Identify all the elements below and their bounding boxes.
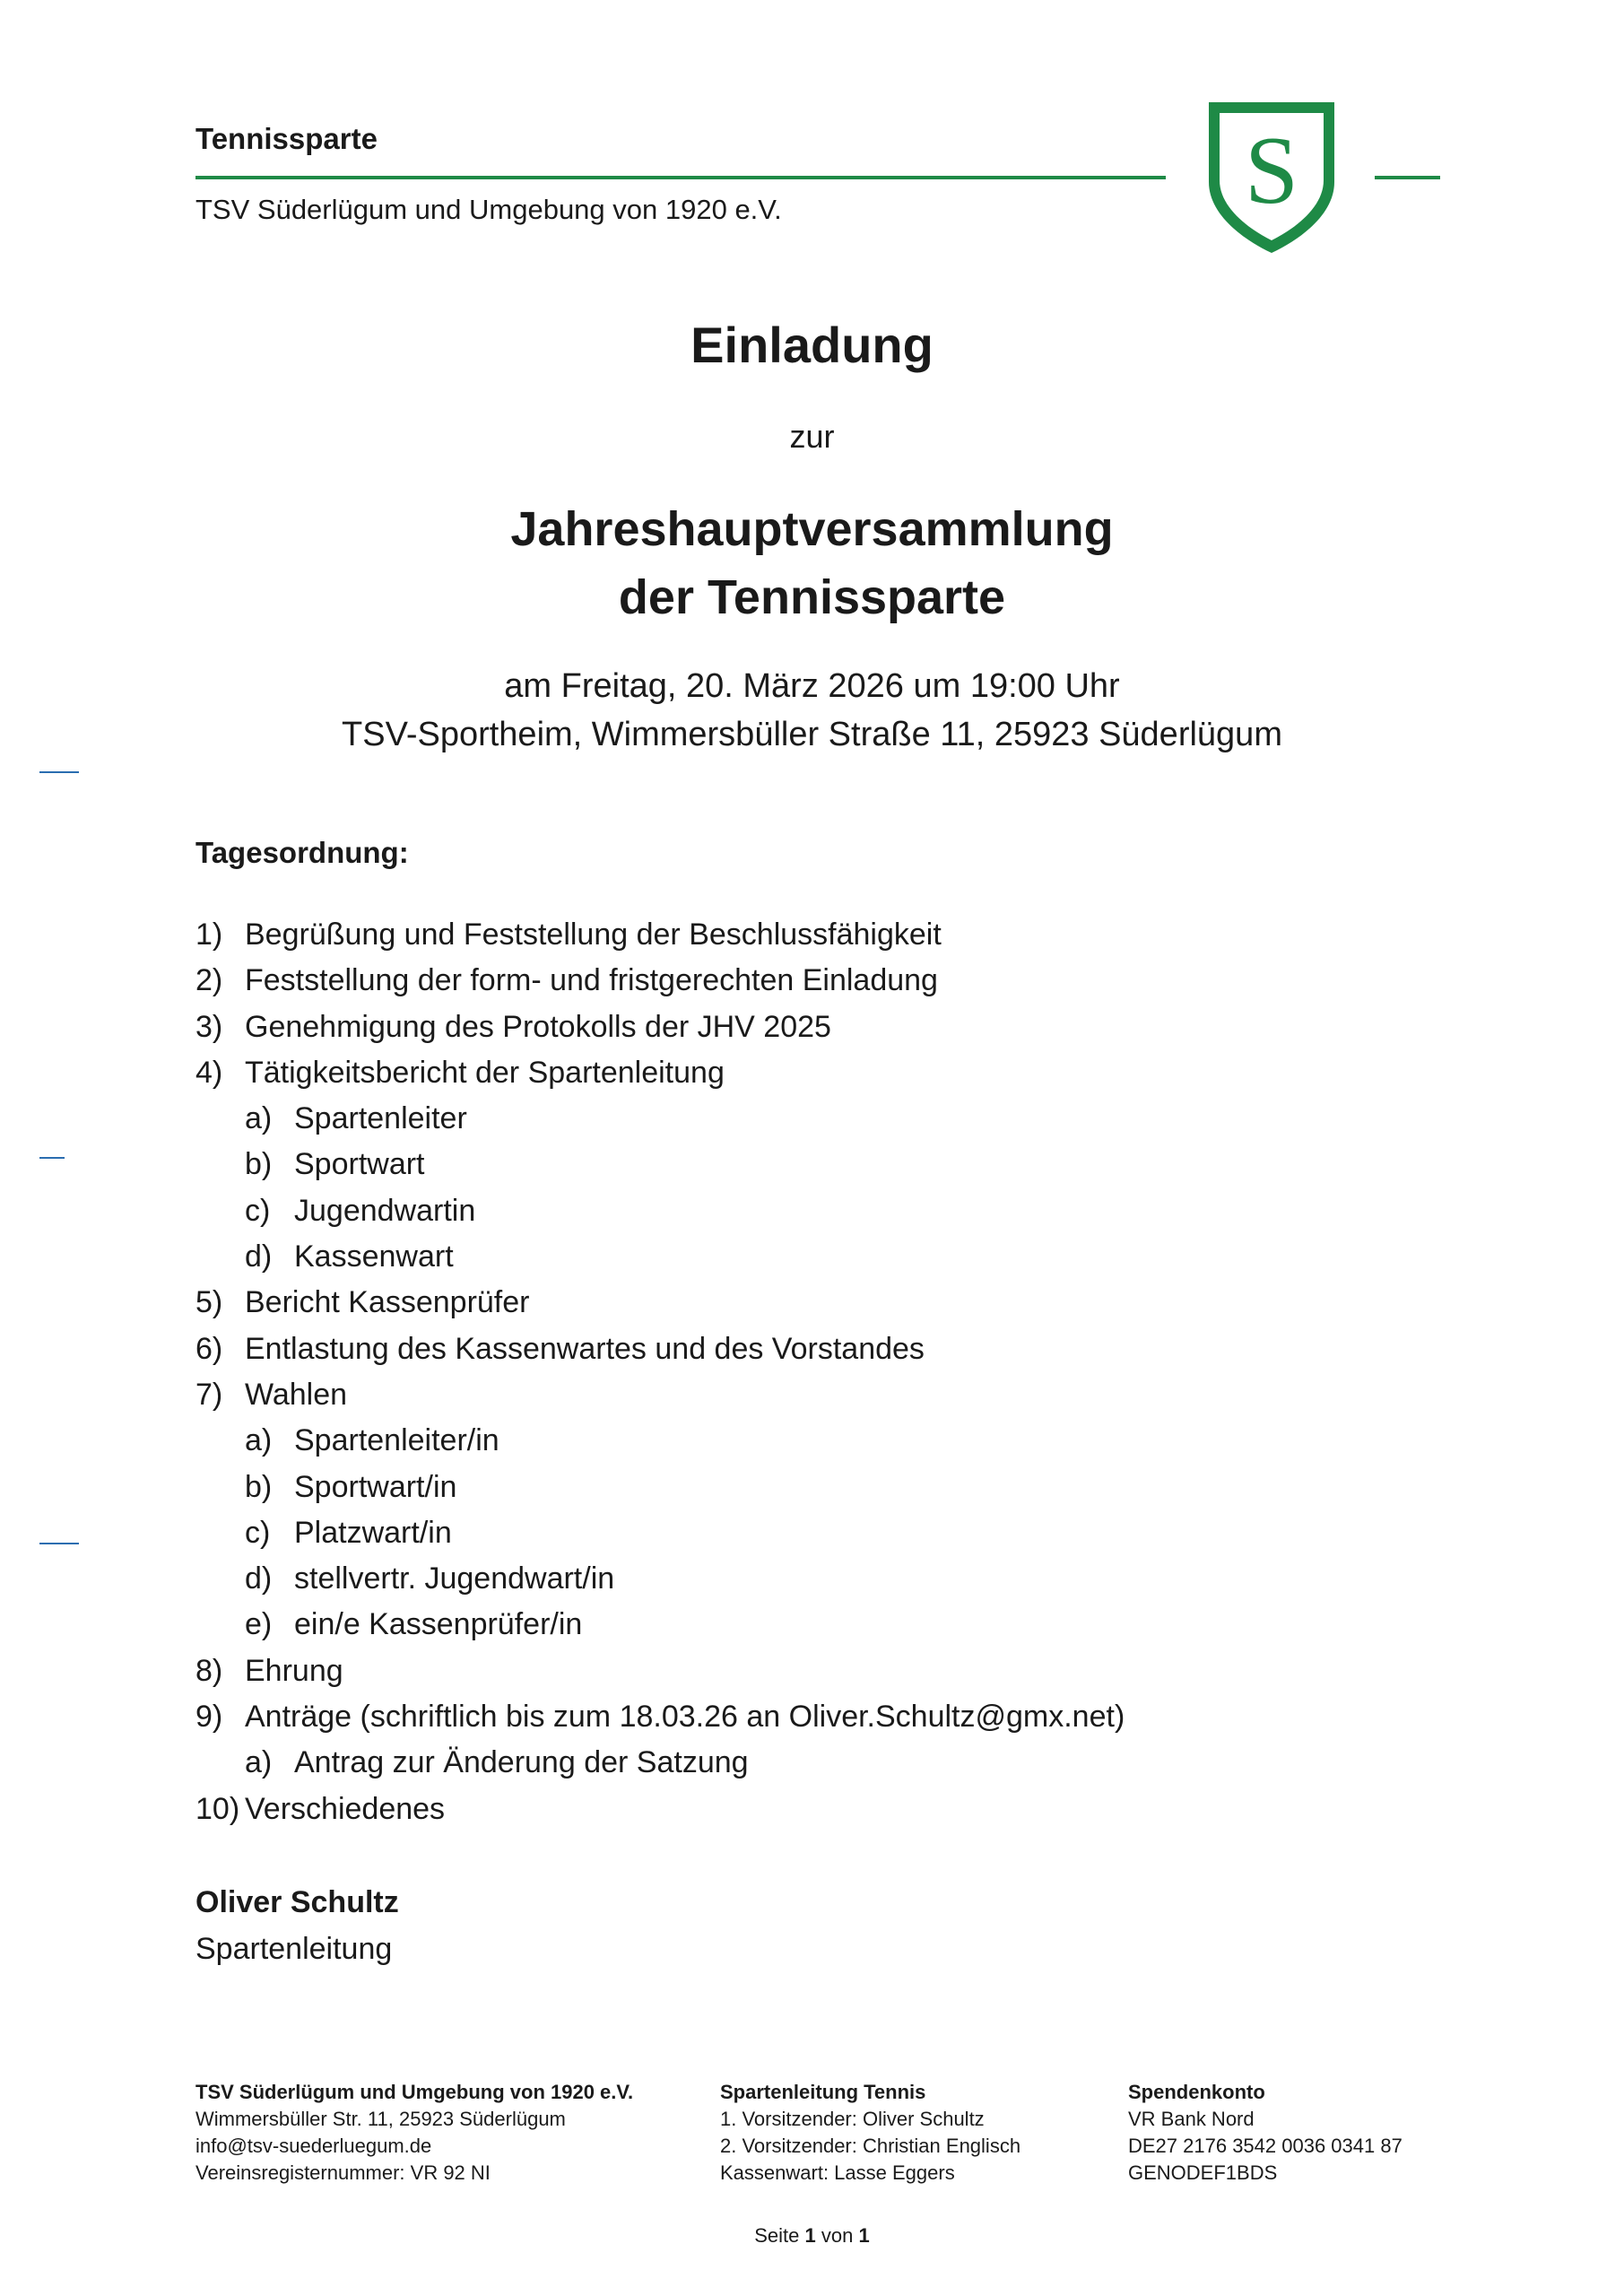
footer-club-address: Wimmersbüller Str. 11, 25923 Süderlügum (195, 2108, 566, 2130)
agenda-item-text: Sportwart/in (294, 1469, 457, 1504)
agenda-item-number: 4) (195, 1055, 223, 1090)
signature-role: Spartenleitung (195, 1932, 393, 1966)
page-current: 1 (804, 2224, 816, 2247)
agenda-item-text: ein/e Kassenprüfer/in (294, 1607, 583, 1642)
agenda-item-number: e) (245, 1607, 273, 1642)
agenda-item-number: c) (245, 1193, 271, 1228)
footer-chair2: 2. Vorsitzender: Christian Englisch (720, 2135, 1021, 2157)
agenda-item (195, 1372, 1451, 1418)
club-shield-logo (1202, 97, 1342, 258)
agenda-item-text: Spartenleiter (294, 1101, 467, 1136)
footer-donation (1128, 2079, 1403, 2187)
agenda-item-number: a) (245, 1423, 273, 1458)
agenda-item-text: Feststellung der form- und fristgerechten Einladung (245, 963, 938, 998)
agenda-item-number: a) (245, 1101, 273, 1136)
agenda-subitem (195, 1556, 1451, 1602)
agenda-item-number: 2) (195, 963, 223, 998)
page-prefix: Seite (754, 2224, 800, 2247)
agenda-item-number: d) (245, 1239, 273, 1274)
fold-mark-top (39, 771, 79, 773)
agenda-item-number: 9) (195, 1700, 223, 1735)
agenda-item (195, 1694, 1451, 1740)
agenda-item-text: Anträge (schriftlich bis zum 18.03.26 an Oliver.Schultz@gmx.net) (245, 1700, 1125, 1735)
agenda-item-text: stellvertr. Jugendwart/in (294, 1561, 615, 1596)
agenda-subitem (195, 1142, 1451, 1187)
fold-mark-bottom (39, 1543, 79, 1544)
agenda-item (195, 1326, 1451, 1372)
footer-iban: DE27 2176 3542 0036 0341 87 (1128, 2135, 1403, 2157)
agenda-item-number: 5) (195, 1285, 223, 1320)
agenda-item-text: Antrag zur Änderung der Satzung (294, 1745, 749, 1780)
agenda-subitem (195, 1465, 1451, 1510)
event-title (0, 495, 1624, 631)
agenda-subitem (195, 1510, 1451, 1556)
agenda-item-text: Ehrung (245, 1653, 343, 1688)
agenda-item-number: 1) (195, 918, 223, 952)
page-separator: von (821, 2224, 854, 2247)
header-rule-right (1375, 176, 1440, 179)
agenda-item (195, 958, 1451, 1004)
agenda-item-text: Platzwart/in (294, 1515, 452, 1550)
agenda-item-text: Genehmigung des Protokolls der JHV 2025 (245, 1009, 831, 1044)
agenda-item-number: 7) (195, 1377, 223, 1412)
page-total: 1 (858, 2224, 870, 2247)
footer-donation-heading: Spendenkonto (1128, 2081, 1265, 2103)
document-title: Einladung (690, 317, 934, 373)
agenda-subitem (195, 1234, 1451, 1280)
agenda-item-text: Jugendwartin (294, 1193, 476, 1228)
footer-leadership-heading: Spartenleitung Tennis (720, 2081, 926, 2103)
agenda-item-text: Tätigkeitsbericht der Spartenleitung (245, 1055, 725, 1090)
logo-letter: S (1244, 117, 1299, 224)
footer-club-email[interactable]: info@tsv-suederluegum.de (195, 2135, 432, 2157)
agenda-item-text: Spartenleiter/in (294, 1423, 499, 1458)
event-date: am Freitag, 20. März 2026 um 19:00 Uhr (504, 667, 1120, 705)
header-rule (195, 176, 1166, 179)
agenda-item-text: Entlastung des Kassenwartes und des Vorstandes (245, 1331, 925, 1366)
section-title: Tennissparte (195, 122, 378, 155)
agenda-item (195, 1648, 1451, 1694)
agenda-item (195, 1004, 1451, 1050)
club-name: TSV Süderlügum und Umgebung von 1920 e.V. (195, 194, 782, 225)
agenda-item-text: Sportwart (294, 1147, 425, 1182)
footer-club-heading: TSV Süderlügum und Umgebung von 1920 e.V. (195, 2081, 634, 2103)
footer-leadership (720, 2079, 1020, 2187)
footer-bic: GENODEF1BDS (1128, 2161, 1278, 2184)
footer-club (195, 2079, 633, 2187)
agenda-item-number: d) (245, 1561, 273, 1596)
agenda-subitem (195, 1602, 1451, 1648)
event-location: TSV-Sportheim, Wimmersbüller Straße 11, 25923 Süderlügum (342, 716, 1282, 753)
page-number (0, 2222, 1624, 2249)
agenda-subitem (195, 1418, 1451, 1464)
agenda-item (195, 1050, 1451, 1096)
agenda-subitem (195, 1740, 1451, 1786)
agenda-item (195, 1787, 1451, 1832)
agenda-list (195, 912, 1451, 1832)
agenda-subitem (195, 1096, 1451, 1142)
footer-club-register: Vereinsregisternummer: VR 92 NI (195, 2161, 491, 2184)
agenda-item-text: Bericht Kassenprüfer (245, 1285, 530, 1320)
agenda-item-text: Wahlen (245, 1377, 348, 1412)
agenda-item-number: c) (245, 1515, 271, 1550)
agenda-item-number: 3) (195, 1009, 223, 1044)
agenda-item-text: Verschiedenes (245, 1791, 446, 1826)
agenda-item-text: Kassenwart (294, 1239, 454, 1274)
agenda-item-number: b) (245, 1147, 273, 1182)
agenda-item-number: 10) (195, 1791, 240, 1826)
agenda-item-number: a) (245, 1745, 273, 1780)
footer-chair1: 1. Vorsitzender: Oliver Schultz (720, 2108, 985, 2130)
agenda-heading: Tagesordnung: (195, 836, 409, 869)
footer-bank: VR Bank Nord (1128, 2108, 1255, 2130)
agenda-item (195, 912, 1451, 958)
agenda-item-number: 6) (195, 1331, 223, 1366)
footer-treasurer: Kassenwart: Lasse Eggers (720, 2161, 955, 2184)
agenda-item-number: b) (245, 1469, 273, 1504)
agenda-item-number: 8) (195, 1653, 223, 1688)
agenda-subitem (195, 1188, 1451, 1234)
agenda-item (195, 1280, 1451, 1326)
event-title-line2: der Tennissparte (618, 570, 1006, 624)
agenda-item-text: Begrüßung und Feststellung der Beschlussfähigkeit (245, 918, 942, 952)
event-details (0, 662, 1624, 759)
punch-mark (39, 1157, 65, 1159)
event-title-line1: Jahreshauptversammlung (510, 502, 1114, 556)
title-connector: zur (789, 418, 835, 455)
signature-name: Oliver Schultz (195, 1885, 399, 1919)
